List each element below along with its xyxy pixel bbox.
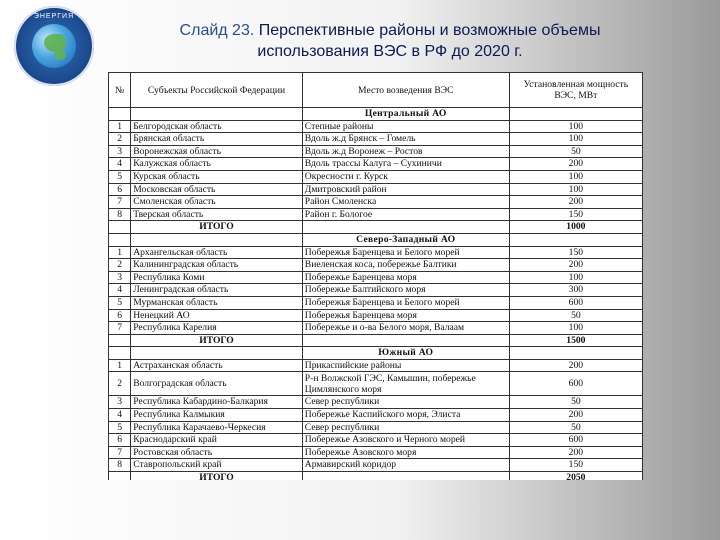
- total-spacer: [302, 472, 509, 480]
- row-subject: Краснодарский край: [131, 434, 303, 447]
- row-number: 5: [109, 421, 131, 434]
- total-label: ИТОГО: [131, 221, 303, 234]
- section-row: [109, 233, 643, 246]
- row-power: 200: [509, 196, 642, 209]
- row-place: Вдоль ж.д Воронеж – Ростов: [302, 145, 509, 158]
- row-subject: Ростовская область: [131, 446, 303, 459]
- table-row: [109, 120, 643, 133]
- table-row: [109, 246, 643, 259]
- section-row: [109, 108, 643, 121]
- row-power: 200: [509, 359, 642, 372]
- table-row: [109, 359, 643, 372]
- total-spacer: [109, 221, 131, 234]
- row-power: 150: [509, 246, 642, 259]
- title-line-1: Перспективные районы и возможные объемы: [258, 22, 601, 39]
- row-subject: Московская область: [131, 183, 303, 196]
- total-value: 1500: [509, 334, 642, 347]
- table-row: [109, 459, 643, 472]
- row-power: 300: [509, 284, 642, 297]
- row-number: 7: [109, 322, 131, 335]
- section-spacer: [509, 233, 642, 246]
- row-subject: Ленинградская область: [131, 284, 303, 297]
- total-row: [109, 221, 643, 234]
- row-number: 8: [109, 208, 131, 221]
- row-power: 150: [509, 208, 642, 221]
- section-spacer: [131, 233, 303, 246]
- row-subject: Республика Кабардино-Балкария: [131, 396, 303, 409]
- header-subject: Субъекты Российской Федерации: [131, 73, 303, 108]
- table-row: [109, 296, 643, 309]
- total-label: ИТОГО: [131, 334, 303, 347]
- row-subject: Республика Карачаево-Черкесия: [131, 421, 303, 434]
- row-number: 8: [109, 459, 131, 472]
- row-power: 50: [509, 145, 642, 158]
- row-place: Побережья Баренцева и Белого морей: [302, 246, 509, 259]
- row-number: 5: [109, 170, 131, 183]
- section-name: Центральный АО: [302, 108, 509, 121]
- row-subject: Воронежская область: [131, 145, 303, 158]
- row-power: 200: [509, 259, 642, 272]
- table-row: [109, 145, 643, 158]
- wind-table-container: [108, 72, 643, 480]
- table-row: [109, 259, 643, 272]
- slide-title: [110, 20, 670, 62]
- row-subject: Брянская область: [131, 133, 303, 146]
- row-power: 100: [509, 183, 642, 196]
- table-row: [109, 196, 643, 209]
- row-subject: Архангельская область: [131, 246, 303, 259]
- row-power: 600: [509, 372, 642, 396]
- row-power: 50: [509, 309, 642, 322]
- slide-number: Слайд 23.: [179, 22, 255, 39]
- table-row: [109, 271, 643, 284]
- row-power: 100: [509, 133, 642, 146]
- row-place: Побережье Азовского моря: [302, 446, 509, 459]
- row-number: 1: [109, 246, 131, 259]
- total-row: [109, 334, 643, 347]
- row-subject: Волгоградская область: [131, 372, 303, 396]
- row-power: 50: [509, 396, 642, 409]
- row-number: 4: [109, 284, 131, 297]
- table-row: [109, 170, 643, 183]
- row-number: 3: [109, 396, 131, 409]
- row-place: Север республики: [302, 396, 509, 409]
- row-power: 600: [509, 296, 642, 309]
- table-row: [109, 409, 643, 422]
- logo-text: ЭНЕРГИЯ: [33, 13, 75, 20]
- total-value: 2050: [509, 472, 642, 480]
- row-number: 1: [109, 120, 131, 133]
- row-power: 100: [509, 120, 642, 133]
- row-place: Дмитровский район: [302, 183, 509, 196]
- table-row: [109, 208, 643, 221]
- header-place: Место возведения ВЭС: [302, 73, 509, 108]
- row-subject: Белгородская область: [131, 120, 303, 133]
- row-place: Север республики: [302, 421, 509, 434]
- row-place: Побережье Азовского и Черного морей: [302, 434, 509, 447]
- section-spacer: [109, 108, 131, 121]
- row-number: 4: [109, 409, 131, 422]
- section-spacer: [131, 108, 303, 121]
- table-body: [109, 108, 643, 481]
- row-number: 7: [109, 196, 131, 209]
- row-place: Вдоль ж.д Брянск – Гомель: [302, 133, 509, 146]
- table-header-row: [109, 73, 643, 108]
- table-row: [109, 158, 643, 171]
- row-place: Побережье Балтийского моря: [302, 284, 509, 297]
- row-number: 2: [109, 259, 131, 272]
- header-number: №: [109, 73, 131, 108]
- row-power: 100: [509, 322, 642, 335]
- logo-globe: [14, 6, 94, 86]
- row-place: Виеленская коса, побережье Балтики: [302, 259, 509, 272]
- row-subject: Смоленская область: [131, 196, 303, 209]
- row-subject: Калужская область: [131, 158, 303, 171]
- row-power: 200: [509, 409, 642, 422]
- total-spacer: [109, 472, 131, 480]
- table-row: [109, 284, 643, 297]
- table-row: [109, 396, 643, 409]
- title-line-2: использования ВЭС в РФ до 2020 г.: [257, 43, 523, 60]
- section-spacer: [509, 108, 642, 121]
- section-row: [109, 347, 643, 360]
- row-number: 3: [109, 271, 131, 284]
- table-row: [109, 446, 643, 459]
- section-name: Северо-Западный АО: [302, 233, 509, 246]
- row-power: 200: [509, 446, 642, 459]
- row-number: 6: [109, 183, 131, 196]
- row-power: 50: [509, 421, 642, 434]
- row-power: 200: [509, 158, 642, 171]
- row-subject: Тверская область: [131, 208, 303, 221]
- wind-power-table: [108, 72, 643, 480]
- row-subject: Астраханская область: [131, 359, 303, 372]
- row-subject: Ставропольский край: [131, 459, 303, 472]
- section-name: Южный АО: [302, 347, 509, 360]
- row-number: 4: [109, 158, 131, 171]
- row-place: Побережье Каспийского моря, Элиста: [302, 409, 509, 422]
- row-number: 5: [109, 296, 131, 309]
- row-place: Побережье и о-ва Белого моря, Валаам: [302, 322, 509, 335]
- total-value: 1000: [509, 221, 642, 234]
- header-power: Установленная мощность ВЭС, МВт: [509, 73, 642, 108]
- row-subject: Мурманская область: [131, 296, 303, 309]
- total-spacer: [302, 221, 509, 234]
- row-number: 1: [109, 359, 131, 372]
- section-spacer: [509, 347, 642, 360]
- row-place: Армавирский коридор: [302, 459, 509, 472]
- row-subject: Ненецкий АО: [131, 309, 303, 322]
- row-power: 100: [509, 271, 642, 284]
- table-row: [109, 434, 643, 447]
- row-subject: Курская область: [131, 170, 303, 183]
- section-spacer: [109, 347, 131, 360]
- total-row: [109, 472, 643, 480]
- row-number: 2: [109, 372, 131, 396]
- total-spacer: [302, 334, 509, 347]
- section-spacer: [131, 347, 303, 360]
- row-subject: Республика Карелия: [131, 322, 303, 335]
- row-number: 2: [109, 133, 131, 146]
- table-row: [109, 421, 643, 434]
- row-place: Побережье Баренцева моря: [302, 271, 509, 284]
- row-power: 600: [509, 434, 642, 447]
- row-subject: Республика Калмыкия: [131, 409, 303, 422]
- row-number: 6: [109, 434, 131, 447]
- table-row: [109, 372, 643, 396]
- row-power: 100: [509, 170, 642, 183]
- row-number: 6: [109, 309, 131, 322]
- globe-icon: [32, 24, 76, 68]
- row-place: Район Смоленска: [302, 196, 509, 209]
- row-place: Степные районы: [302, 120, 509, 133]
- row-number: 7: [109, 446, 131, 459]
- section-spacer: [109, 233, 131, 246]
- table-row: [109, 133, 643, 146]
- row-subject: Республика Коми: [131, 271, 303, 284]
- row-place: Вдоль трассы Калуга – Сухиничи: [302, 158, 509, 171]
- row-place: Окресности г. Курск: [302, 170, 509, 183]
- total-label: ИТОГО: [131, 472, 303, 480]
- row-subject: Калининградская область: [131, 259, 303, 272]
- row-place: Район г. Бологое: [302, 208, 509, 221]
- row-place: Прикаспийские районы: [302, 359, 509, 372]
- table-row: [109, 183, 643, 196]
- row-number: 3: [109, 145, 131, 158]
- row-place: Побережья Баренцева и Белого морей: [302, 296, 509, 309]
- row-power: 150: [509, 459, 642, 472]
- total-spacer: [109, 334, 131, 347]
- table-row: [109, 322, 643, 335]
- table-row: [109, 309, 643, 322]
- row-place: Р-н Волжской ГЭС, Камышин, побережье Цимлянского моря: [302, 372, 509, 396]
- row-place: Побережья Баренцева моря: [302, 309, 509, 322]
